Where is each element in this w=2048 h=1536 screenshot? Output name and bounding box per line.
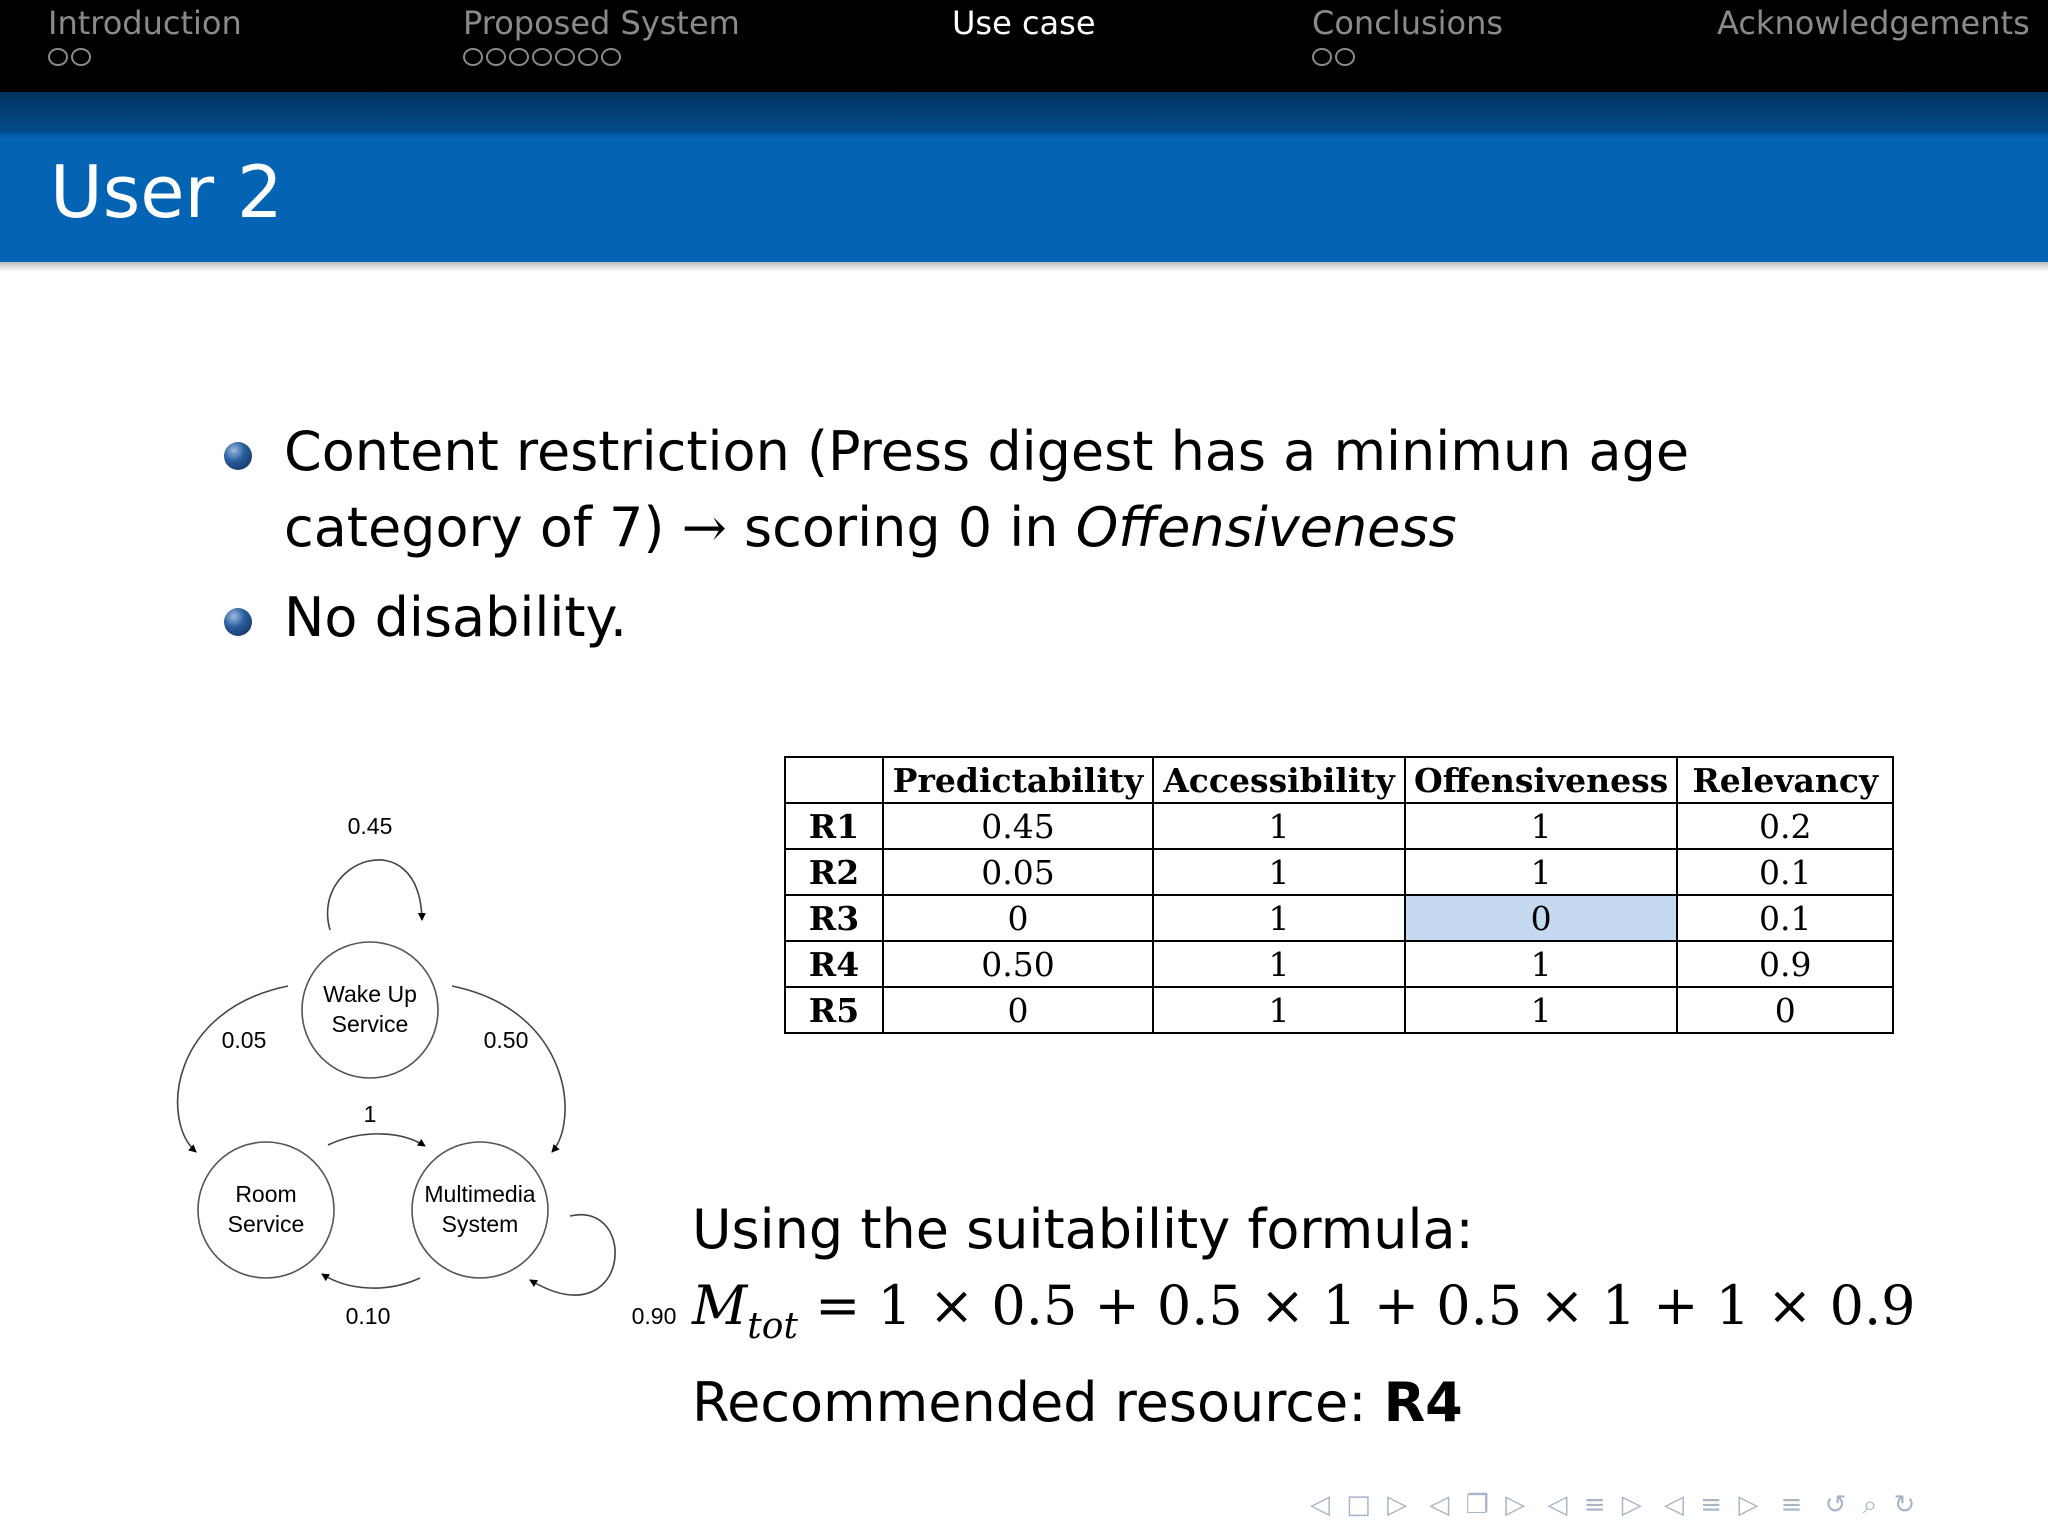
bullet-text: No disability.: [284, 586, 627, 649]
node-label: Multimedia: [424, 1181, 536, 1207]
toc-icon[interactable]: ≡: [1780, 1490, 1807, 1520]
formula-intro: Using the suitability formula:: [692, 1198, 1474, 1261]
frame-title-band: [0, 92, 2048, 262]
table-cell: 0: [1677, 987, 1893, 1033]
nav-section-conclusions[interactable]: [1312, 4, 1503, 66]
table-cell: 1: [1405, 803, 1677, 849]
table-cell: 0: [883, 895, 1153, 941]
beamer-navigation-symbols: [1310, 1490, 1925, 1521]
nav-section-title[interactable]: Introduction: [48, 4, 242, 42]
table-row-header: R1: [785, 803, 883, 849]
table-row-header: R4: [785, 941, 883, 987]
table-header-predictability: Predictability: [883, 757, 1153, 803]
table-header-row: [785, 757, 1893, 803]
nav-dots-introduction: [48, 48, 242, 66]
table-cell: 0.1: [1677, 849, 1893, 895]
edge-self-loop-wake: [328, 860, 422, 930]
bullet-item-no-disability: [224, 580, 1874, 656]
edge-room-to-multi: [328, 1134, 425, 1146]
nav-dots-conclusions: [1312, 48, 1503, 66]
nav-dot[interactable]: [1312, 48, 1332, 66]
state-transition-diagram: [170, 800, 690, 1340]
table-cell-highlighted: 0: [1405, 895, 1677, 941]
recommendation-label: Recommended resource:: [692, 1371, 1367, 1434]
formula-recommendation: [692, 1365, 1992, 1441]
recommendation-value: R4: [1383, 1371, 1463, 1434]
nav-dot[interactable]: [532, 48, 552, 66]
table-row: [785, 987, 1893, 1033]
table-cell: 1: [1405, 987, 1677, 1033]
edge-label: 0.90: [631, 1303, 677, 1329]
bullet-text: Content restriction (Press digest has a minimun age category of 7): [284, 420, 1690, 559]
table-row: [785, 941, 1893, 987]
nav-section-title[interactable]: Proposed System: [463, 4, 740, 42]
nav-dots-proposed-system: [463, 48, 740, 66]
node-label: Room: [235, 1181, 297, 1207]
nav-dot[interactable]: [1335, 48, 1355, 66]
nav-dot[interactable]: [555, 48, 575, 66]
edge-label: 0.05: [221, 1027, 267, 1053]
table-row: [785, 895, 1893, 941]
nav-dot[interactable]: [486, 48, 506, 66]
node-label: Service: [331, 1011, 409, 1037]
edge-label: 0.45: [347, 813, 393, 839]
nav-section-introduction[interactable]: [48, 4, 242, 66]
section-nav-icon[interactable]: ◁ ≡ ▷: [1547, 1490, 1646, 1520]
edge-wake-to-room: [178, 986, 288, 1152]
table-cell: 1: [1153, 941, 1405, 987]
table-cell: 0.9: [1677, 941, 1893, 987]
node-room-service: [198, 1142, 334, 1278]
nav-dot[interactable]: [601, 48, 621, 66]
bullet-ball-icon: [224, 608, 252, 636]
nav-section-proposed-system[interactable]: [463, 4, 740, 66]
table-row-header: R3: [785, 895, 883, 941]
table-row: [785, 849, 1893, 895]
nav-dot[interactable]: [71, 48, 91, 66]
table-cell: 0.2: [1677, 803, 1893, 849]
right-arrow-icon: →: [681, 496, 727, 559]
edge-multi-to-room: [322, 1274, 420, 1288]
table-cell: 0.50: [883, 941, 1153, 987]
node-wake-up-service: [302, 942, 438, 1078]
table-cell: 1: [1153, 849, 1405, 895]
frame-title: User 2: [50, 150, 283, 234]
table-cell: 0: [883, 987, 1153, 1033]
bullet-ball-icon: [224, 442, 252, 470]
formula-symbol: M: [692, 1274, 748, 1337]
bullet-item-content-restriction: [224, 414, 1874, 566]
table-cell: 0.45: [883, 803, 1153, 849]
nav-dot[interactable]: [509, 48, 529, 66]
table-row-header: R2: [785, 849, 883, 895]
edge-label: 1: [363, 1101, 377, 1127]
edge-label: 0.10: [345, 1303, 391, 1329]
node-multimedia-system: [412, 1142, 548, 1278]
nav-section-acknowledgements[interactable]: [1717, 4, 2030, 42]
table-row-header: R5: [785, 987, 883, 1033]
subsection-nav-icon[interactable]: ◁ ❐ ▷: [1429, 1490, 1530, 1520]
nav-dot[interactable]: [578, 48, 598, 66]
edge-label: 0.50: [483, 1027, 529, 1053]
formula-subscript: tot: [747, 1306, 798, 1347]
nav-dot[interactable]: [463, 48, 483, 66]
nav-section-title[interactable]: Acknowledgements: [1717, 4, 2030, 42]
table-row: [785, 803, 1893, 849]
formula-equation: [692, 1268, 1992, 1365]
suitability-formula-block: [692, 1192, 1992, 1441]
table-cell: 0.05: [883, 849, 1153, 895]
table-cell: 0.1: [1677, 895, 1893, 941]
bullet-list: [224, 414, 1874, 670]
table-cell: 1: [1153, 803, 1405, 849]
table-header-relevancy: Relevancy: [1677, 757, 1893, 803]
node-label: Service: [227, 1211, 305, 1237]
resource-scores-table: [784, 756, 1894, 1034]
table-header-accessibility: Accessibility: [1153, 757, 1405, 803]
edge-wake-to-multi: [452, 986, 565, 1152]
node-label: Wake Up: [323, 981, 417, 1007]
table-cell: 1: [1153, 987, 1405, 1033]
node-label: System: [441, 1211, 519, 1237]
nav-dot[interactable]: [48, 48, 68, 66]
table-cell: 1: [1405, 941, 1677, 987]
search-back-forward-icon[interactable]: ↺ ⌕ ↻: [1824, 1490, 1920, 1520]
nav-section-title[interactable]: Conclusions: [1312, 4, 1504, 42]
table-cell: 1: [1153, 895, 1405, 941]
nav-section-title[interactable]: Use case: [952, 4, 1096, 42]
frame-nav-icon[interactable]: ◁ □ ▷: [1310, 1490, 1412, 1520]
bullet-emphasis: Offensiveness: [1075, 496, 1457, 559]
nav-section-use-case[interactable]: [952, 4, 1096, 42]
bullet-text-continued: scoring 0 in: [744, 496, 1059, 559]
formula-expression: = 1 × 0.5 + 0.5 × 1 + 0.5 × 1 + 1 × 0.9: [815, 1274, 1916, 1337]
table-header-offensiveness: Offensiveness: [1405, 757, 1677, 803]
table-header-corner: [785, 757, 883, 803]
section-navigation-bar: [0, 0, 2048, 92]
document-nav-icon[interactable]: ◁ ≡ ▷: [1664, 1490, 1763, 1520]
table-cell: 1: [1405, 849, 1677, 895]
